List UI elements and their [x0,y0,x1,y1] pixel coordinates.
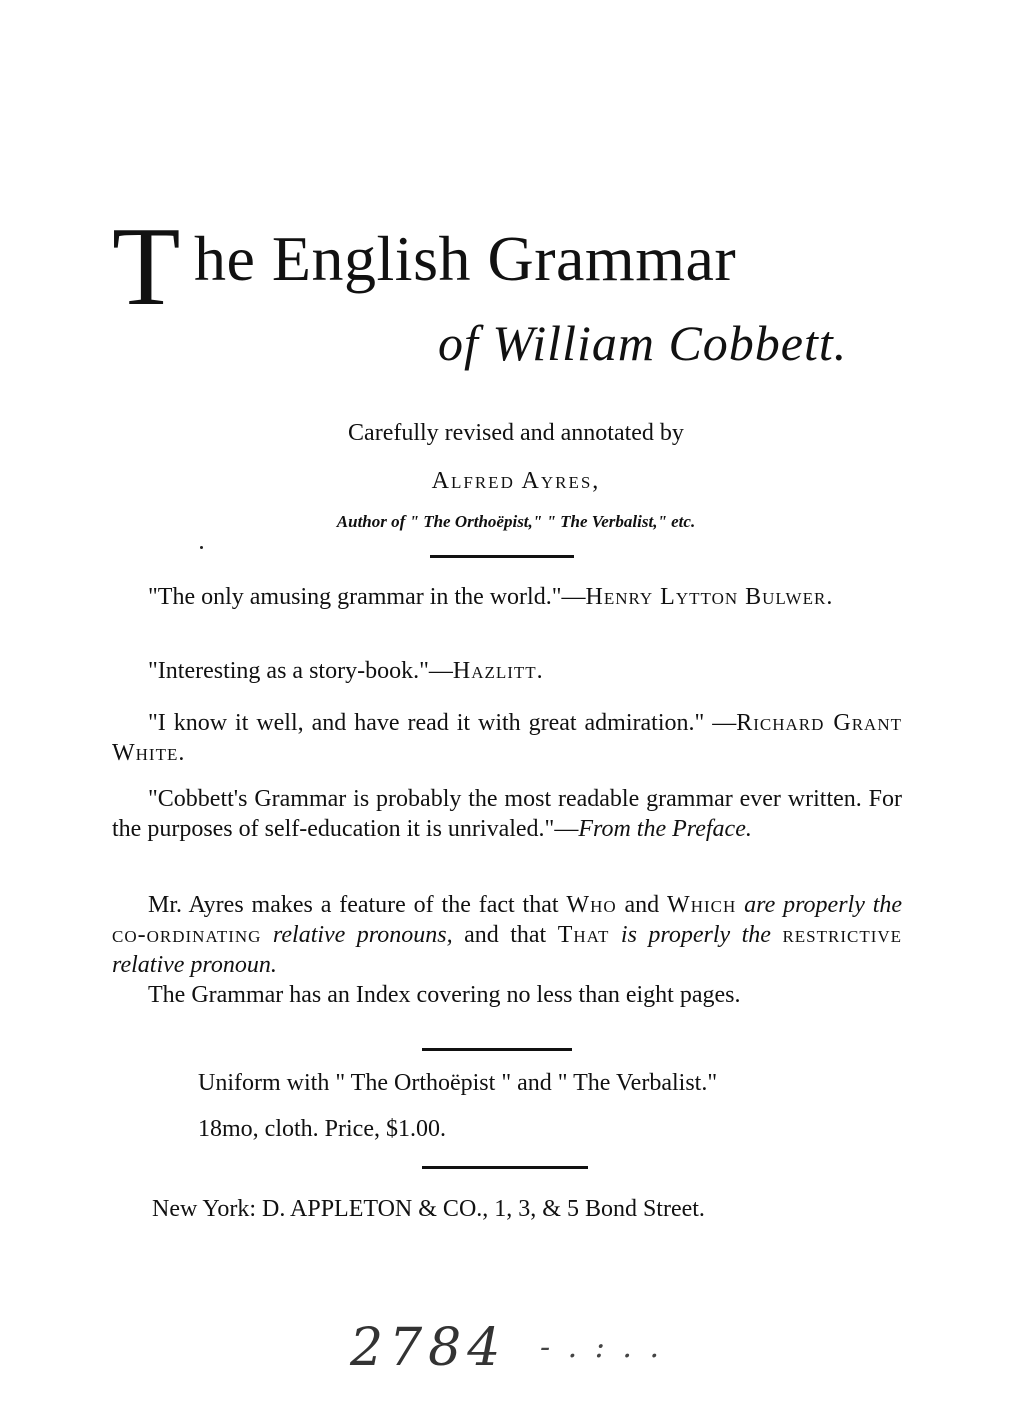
book-subtitle: of William Cobbett. [438,315,848,371]
title-text: he English Grammar [194,223,737,294]
review-quote [112,656,902,686]
stray-dot [200,546,203,549]
handwritten-mark: - . : . . [540,1330,663,1365]
uniform-note: Uniform with " The Orthoëpist " and " The Verbalist." [198,1070,718,1096]
divider-rule [430,555,574,558]
feature-who: Who [566,892,617,918]
feature-paragraph [112,890,902,980]
index-note: The Grammar has an Index covering no less than eight pages. [148,982,741,1008]
divider-rule [422,1048,572,1051]
quote-text: "The only amusing grammar in the world."— [148,584,586,610]
feature-text: relative pronoun. [112,952,277,978]
feature-text: are properly the [744,892,903,918]
feature-text: is properly the [620,922,771,948]
quote-text: "Interesting as a story-book."— [148,658,453,684]
editor-works: Author of " The Orthoëpist," " The Verbalist," etc. [336,512,696,531]
quote-attribution: Richard Grant White. [112,710,902,766]
title-initial: T [112,205,181,329]
divider-rule [422,1166,588,1169]
review-quote [112,708,902,768]
feature-restrictive: restrictive [782,922,903,948]
publisher-line: New York: D. APPLETON & CO., 1, 3, & 5 Bond Street. [152,1196,705,1222]
review-quote [112,784,902,844]
quote-attribution: From the Preface. [578,816,752,842]
editor-name: Alfred Ayres, [431,468,601,494]
quote-attribution: Henry Lytton Bulwer. [585,584,834,610]
quote-attribution: Hazlitt. [452,658,544,684]
feature-text: and that [464,922,547,948]
feature-and: and [624,892,660,918]
quote-text: "I know it well, and have read it with great admiration." — [148,710,737,736]
feature-that: That [557,922,610,948]
price-line: 18mo, cloth. Price, $1.00. [198,1116,446,1142]
handwritten-number: 2784 [350,1318,507,1378]
review-quote [112,582,902,612]
feature-coordinating: co-ordinating [112,922,262,948]
feature-which: Which [667,892,737,918]
quote-text: "Cobbett's Grammar is probably the most readable grammar ever written. For the purposes of self-education it is unrivaled."— [112,786,902,842]
credit-line: Carefully revised and annotated by [348,420,684,446]
book-title [112,205,912,329]
feature-text: relative pronouns, [272,922,453,948]
feature-text: Mr. Ayres makes a feature of the fact that [148,892,559,918]
